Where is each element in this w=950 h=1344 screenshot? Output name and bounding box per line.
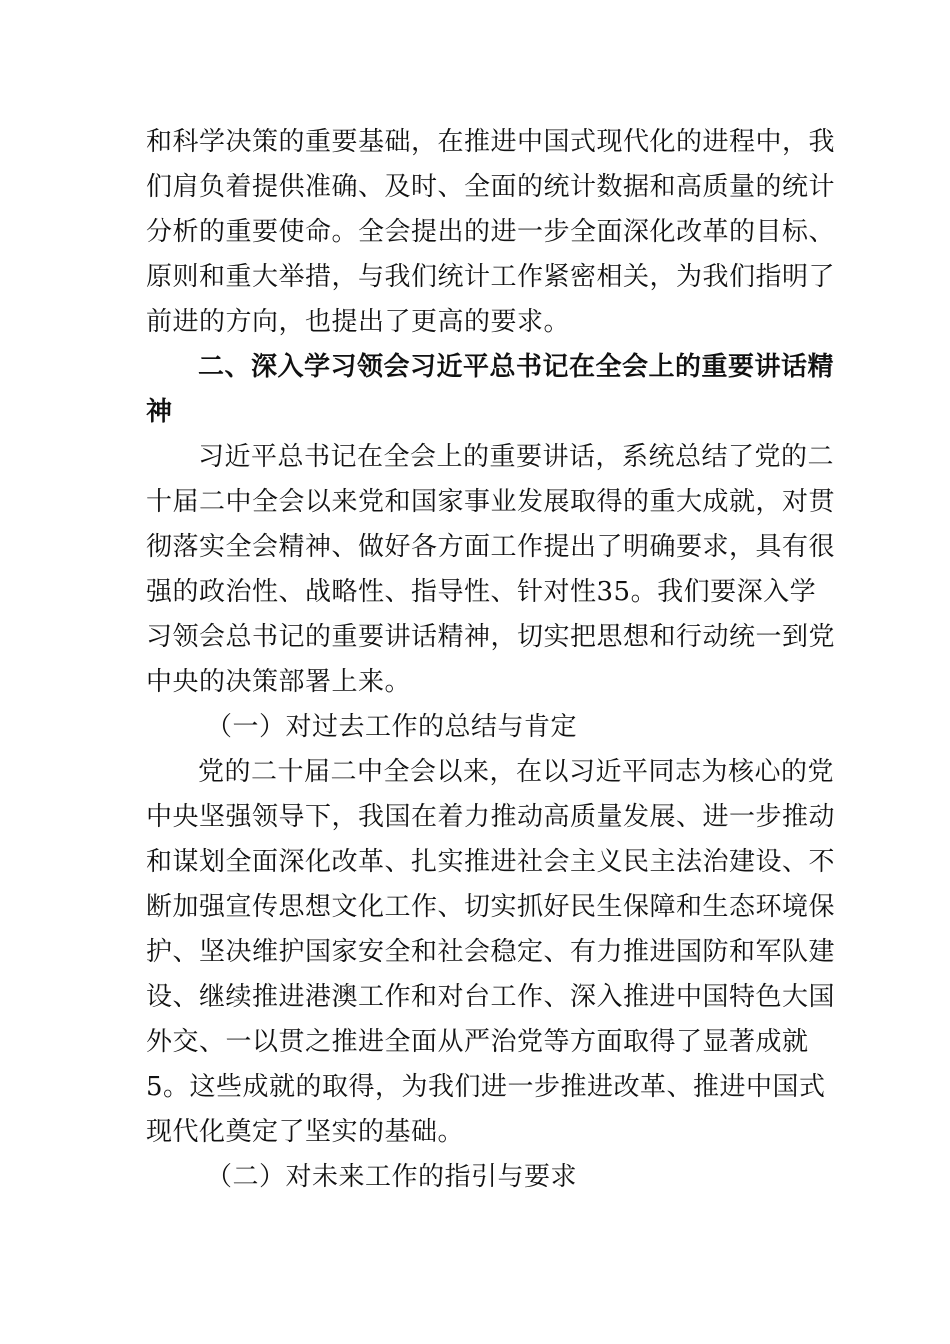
subsection-heading-1 — [146, 705, 806, 750]
text-line: 习近平总书记在全会上的重要讲话，系统总结了党的二 — [198, 442, 835, 472]
text-line: 中央的决策部署上来。 — [146, 667, 412, 697]
paragraph-achievements — [146, 750, 836, 1155]
subheading-line: （二）对未来工作的指引与要求 — [206, 1162, 578, 1192]
text-line: 分析的重要使命。全会提出的进一步全面深化改革的目标、 — [146, 217, 836, 247]
subsection-heading-2 — [146, 1155, 806, 1200]
paragraph-speech-summary — [146, 435, 836, 705]
text-line: 彻落实全会精神、做好各方面工作提出了明确要求，具有很 — [146, 532, 836, 562]
subheading-line: （一）对过去工作的总结与肯定 — [206, 712, 578, 742]
text-line: 5。这些成就的取得，为我们进一步推进改革、推进中国式 — [146, 1072, 826, 1102]
text-line: 强的政治性、战略性、指导性、针对性35。我们要深入学 — [146, 577, 817, 607]
text-line: 断加强宣传思想文化工作、切实抓好民生保障和生态环境保 — [146, 892, 836, 922]
text-line: 和科学决策的重要基础，在推进中国式现代化的进程中，我 — [146, 127, 836, 157]
text-line: 们肩负着提供准确、及时、全面的统计数据和高质量的统计 — [146, 172, 836, 202]
text-line: 中央坚强领导下，我国在着力推动高质量发展、进一步推动 — [146, 802, 836, 832]
text-line: 前进的方向，也提出了更高的要求。 — [146, 307, 571, 337]
text-line: 护、坚决维护国家安全和社会稳定、有力推进国防和军队建 — [146, 937, 836, 967]
text-line: 习领会总书记的重要讲话精神，切实把思想和行动统一到党 — [146, 622, 836, 652]
section-heading-2 — [146, 345, 835, 435]
document-body — [146, 120, 836, 1200]
paragraph-continuation — [146, 120, 836, 345]
text-line: 外交、一以贯之推进全面从严治党等方面取得了显著成就 — [146, 1027, 809, 1057]
text-line: 设、继续推进港澳工作和对台工作、深入推进中国特色大国 — [146, 982, 836, 1012]
heading-line: 神 — [146, 397, 173, 427]
text-line: 原则和重大举措，与我们统计工作紧密相关，为我们指明了 — [146, 262, 836, 292]
text-line: 和谋划全面深化改革、扎实推进社会主义民主法治建设、不 — [146, 847, 836, 877]
text-line: 十届二中全会以来党和国家事业发展取得的重大成就，对贯 — [146, 487, 836, 517]
text-line: 现代化奠定了坚实的基础。 — [146, 1117, 465, 1147]
heading-line: 二、深入学习领会习近平总书记在全会上的重要讲话精 — [198, 352, 835, 382]
text-line: 党的二十届二中全会以来，在以习近平同志为核心的党 — [198, 757, 835, 787]
